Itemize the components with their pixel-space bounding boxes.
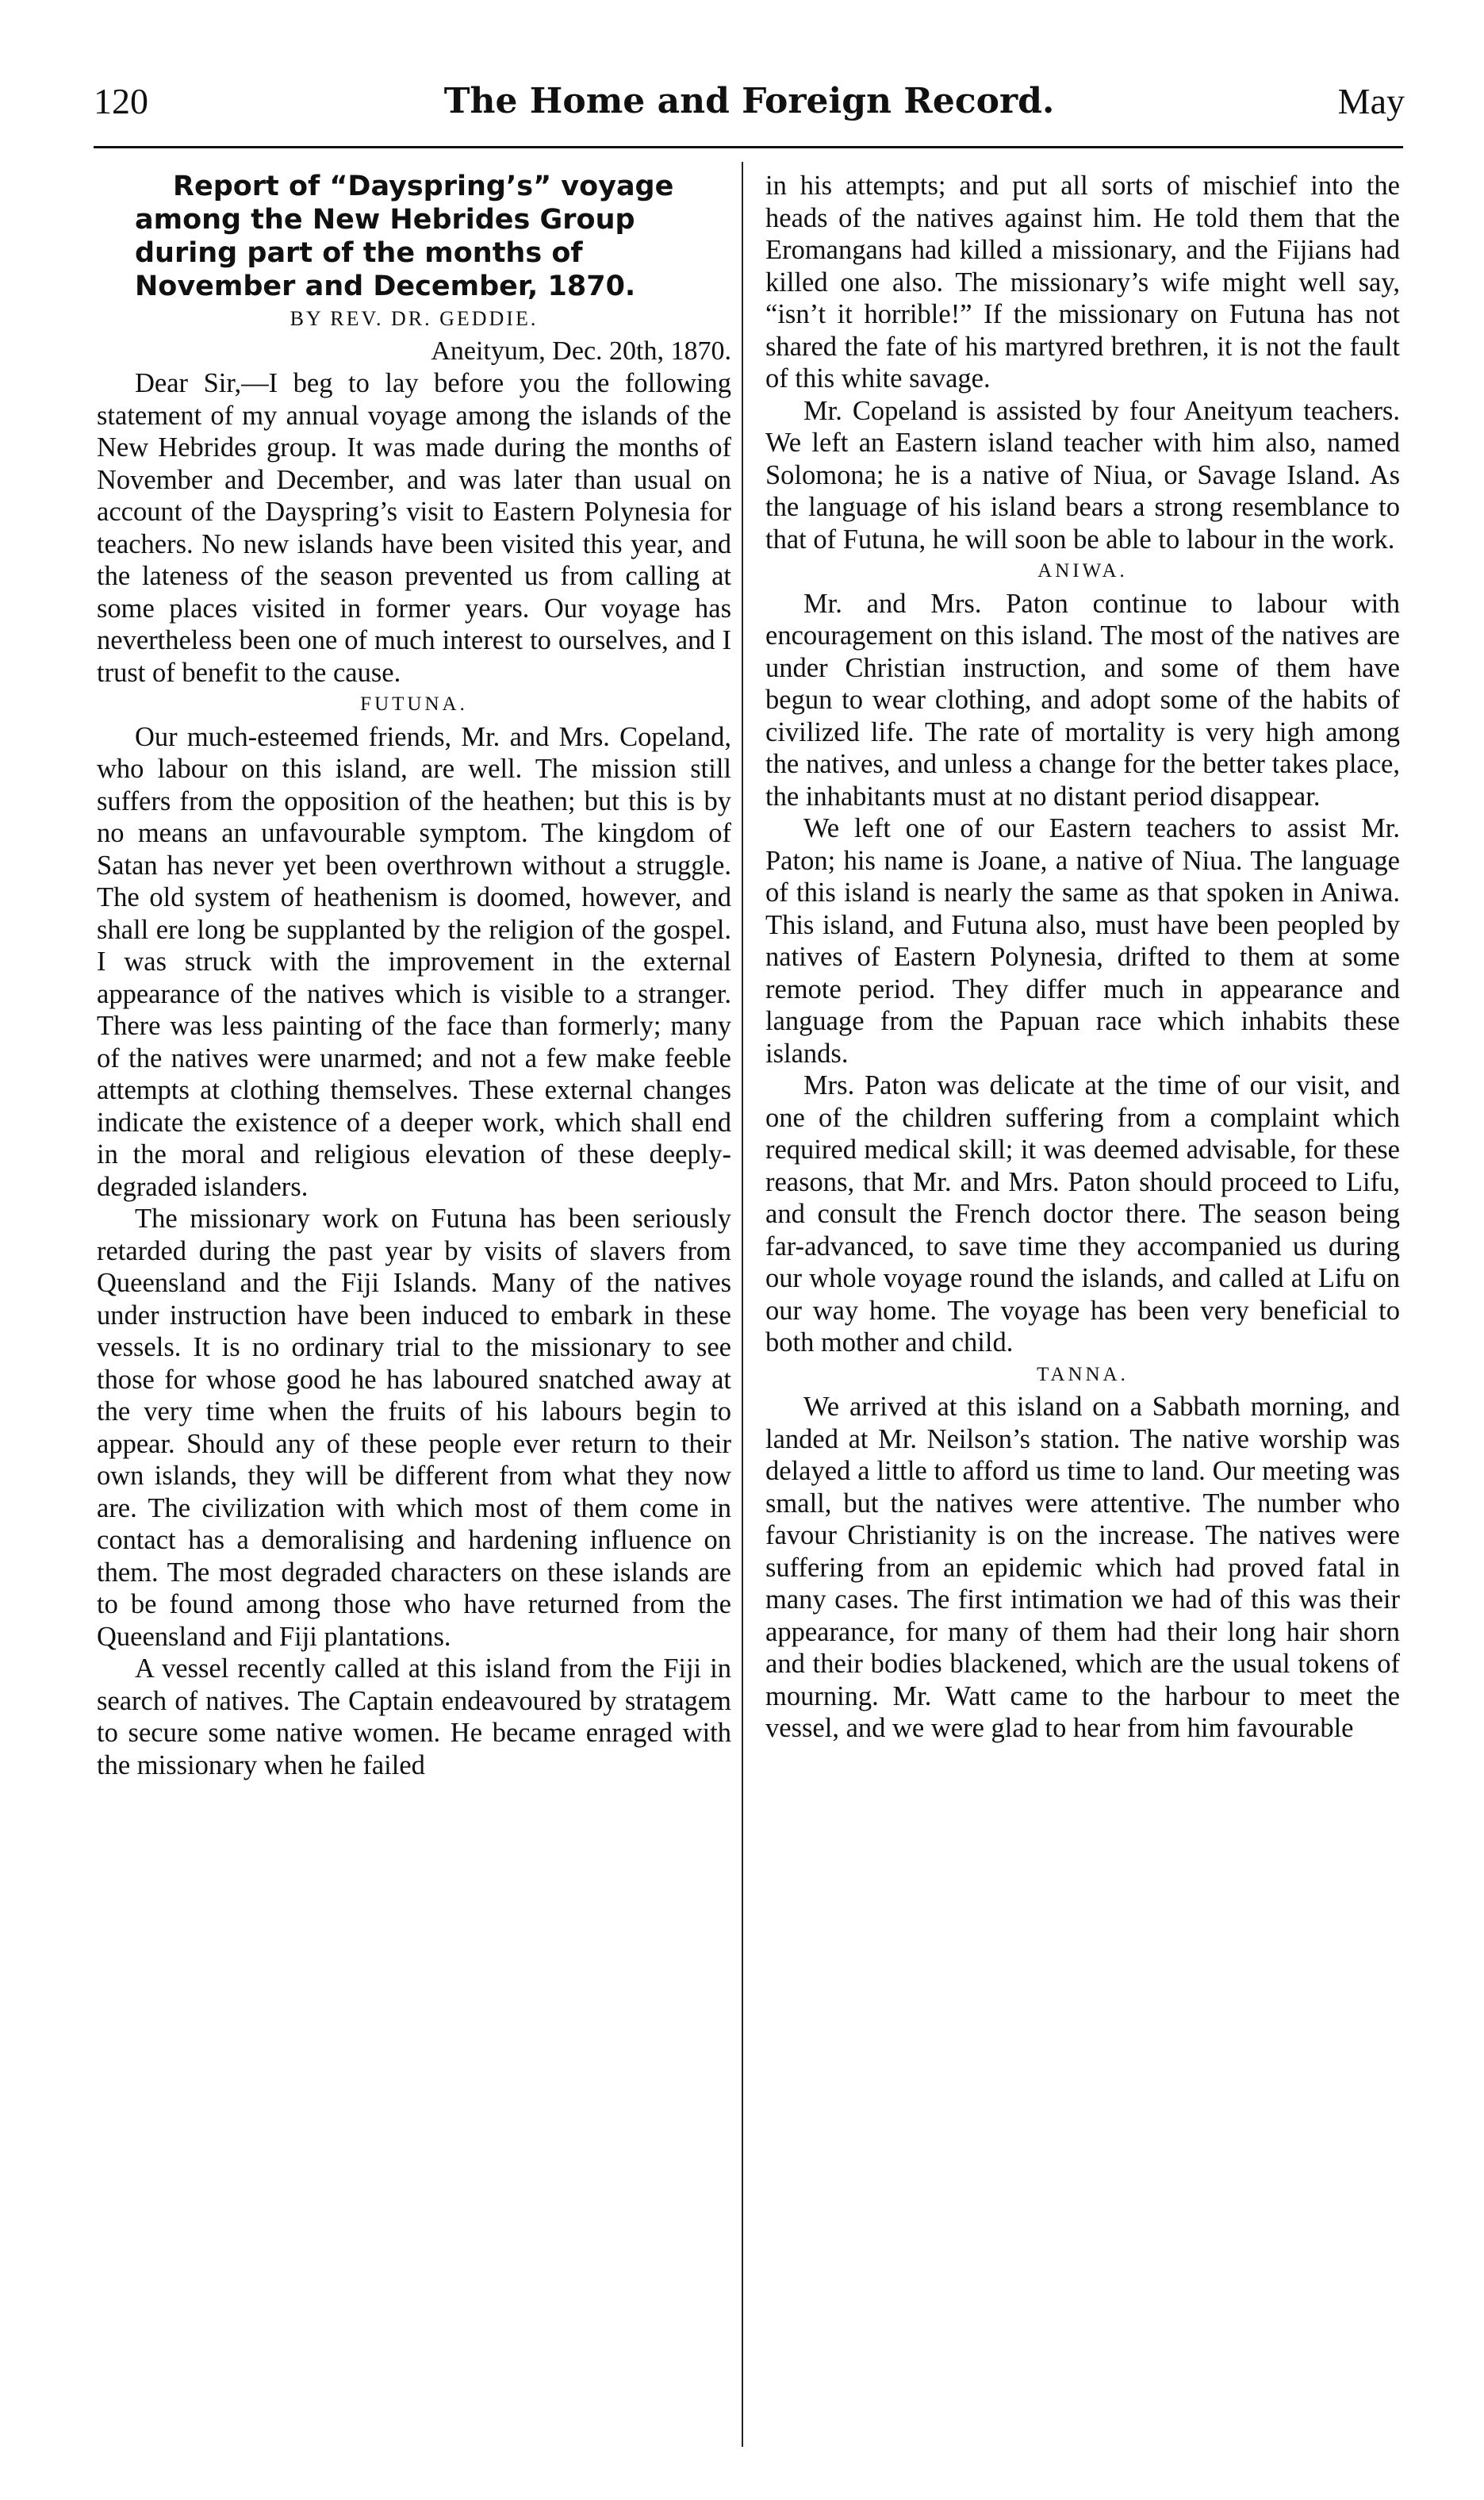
right-column [765, 170, 1400, 1745]
page-number: 120 [94, 81, 148, 121]
article-byline: BY REV. DR. GEDDIE. [290, 307, 539, 330]
header-rule [94, 146, 1403, 148]
section-heading-futuna: FUTUNA. [360, 693, 468, 715]
futuna-paragraph-4: Mr. Copeland is assisted by four Aneityum teachers. We left an Eastern island teacher with him also, named Solomona; he is a native of Niua, or Savage Island. As the language of his island bears a strong resemblance to that of Futuna, he will soon be able to labour in the work. [765, 395, 1400, 555]
futuna-paragraph-3-continued: in his attempts; and put all sorts of mischief into the heads of the natives against him. He told them that the Eromangans had killed a missionary, and the Fijians had killed one also. The missionary’s wife might well say, “isn’t it horrible!” If the missionary on Futuna has not shared the fate of his martyred brethren, it is not the fault of this white savage. [765, 171, 1400, 394]
intro-paragraph: Dear Sir,—I beg to lay before you the following statement of my annual voyage among the islands of the New Hebrides group. It was made during the months of November and December, and was later than usual on account of the Dayspring’s visit to Eastern Polynesia for teachers. No new islands have been visited this year, and the lateness of the season prevented us from calling at some places visited in former years. Our voyage has nevertheless been one of much interest to ourselves, and I trust of benefit to the cause. [97, 368, 731, 688]
article-dateline: Aneityum, Dec. 20th, 1870. [431, 336, 731, 366]
page-header [94, 70, 1405, 133]
column-divider [742, 162, 743, 2447]
left-column [97, 170, 731, 1781]
running-title: The Home and Foreign Record. [443, 81, 1055, 121]
aniwa-paragraph-1: Mr. and Mrs. Paton continue to labour with encouragement on this island. The most of the natives are under Christian instruction, and some of them have begun to wear clothing, and adopt some of the habits of civilized life. The rate of mortality is very high among the natives, and unless a change for the better takes place, the inhabitants must at no distant period disappear. [765, 588, 1400, 812]
futuna-paragraph-2: The missionary work on Futuna has been seriously retarded during the past year by visits of slavers from Queensland and the Fiji Islands. Many of the natives under instruction have been induced to embark in these vessels. It is no ordinary trial to the missionary to see those for whose good he has laboured snatched away at the very time when the fruits of his labours begin to appear. Should any of these people ever return to their own islands, they will be different from what they now are. The civilization with which most of them come in contact has a demoralising and hardening influence on them. The most degraded characters on these islands are to be found among those who have returned from the Queensland and Fiji plantations. [97, 1204, 731, 1652]
tanna-paragraph-1: We arrived at this island on a Sabbath morning, and landed at Mr. Neilson’s station. The native worship was delayed a little to afford us time to land. Our meeting was small, but the natives were attentive. The number who favour Christianity is on the increase. The natives were suffering from an epidemic which had proved fatal in many cases. The first intimation we had of this was their appearance, for many of them had their long hair shorn and their bodies blackened, which are the usual tokens of mourning. Mr. Watt came to the harbour to meet the vessel, and we were glad to hear from him favourable [765, 1392, 1400, 1743]
futuna-paragraph-3: A vessel recently called at this island from the Fiji in search of natives. The Captain endeavoured by stratagem to secure some native women. He became enraged with the missionary when he failed [97, 1653, 731, 1780]
issue-month: May [1337, 81, 1405, 121]
article-title: Report of “Dayspring’s” voyage among the New Hebrides Group during part of the months of November and December, 1870. [135, 171, 674, 302]
futuna-paragraph-1: Our much-esteemed friends, Mr. and Mrs. Copeland, who labour on this island, are well. The mission still suffers from the opposition of the heathen; but this is by no means an unfavourable symptom. The kingdom of Satan has never yet been overthrown without a struggle. The old system of heathenism is doomed, however, and shall ere long be supplanted by the religion of the gospel. I was struck with the improvement in the external appearance of the natives which is visible to a stranger. There was less painting of the face than formerly; many of the natives were unarmed; and not a few make feeble attempts at clothing themselves. These external changes indicate the existence of a deeper work, which shall end in the moral and religious elevation of these deeply-degraded islanders. [97, 721, 731, 1202]
aniwa-paragraph-2: We left one of our Eastern teachers to assist Mr. Paton; his name is Joane, a native of Niua. The language of this island is nearly the same as that spoken in Aniwa. This island, and Futuna also, must have been peopled by natives of Eastern Polynesia, drifted to them at some remote period. They differ much in appearance and language from the Papuan race which inhabits these islands. [765, 813, 1400, 1069]
section-heading-tanna: TANNA. [1037, 1363, 1129, 1385]
section-heading-aniwa: ANIWA. [1037, 560, 1128, 582]
aniwa-paragraph-3: Mrs. Paton was delicate at the time of our visit, and one of the children suffering from a complaint which required medical skill; it was deemed advisable, for these reasons, that Mr. and Mrs. Paton should proceed to Lifu, and consult the French doctor there. The season being far-advanced, to save time they accompanied us during our whole voyage round the islands, and called at Lifu on our way home. The voyage has been very beneficial to both mother and child. [765, 1070, 1400, 1358]
